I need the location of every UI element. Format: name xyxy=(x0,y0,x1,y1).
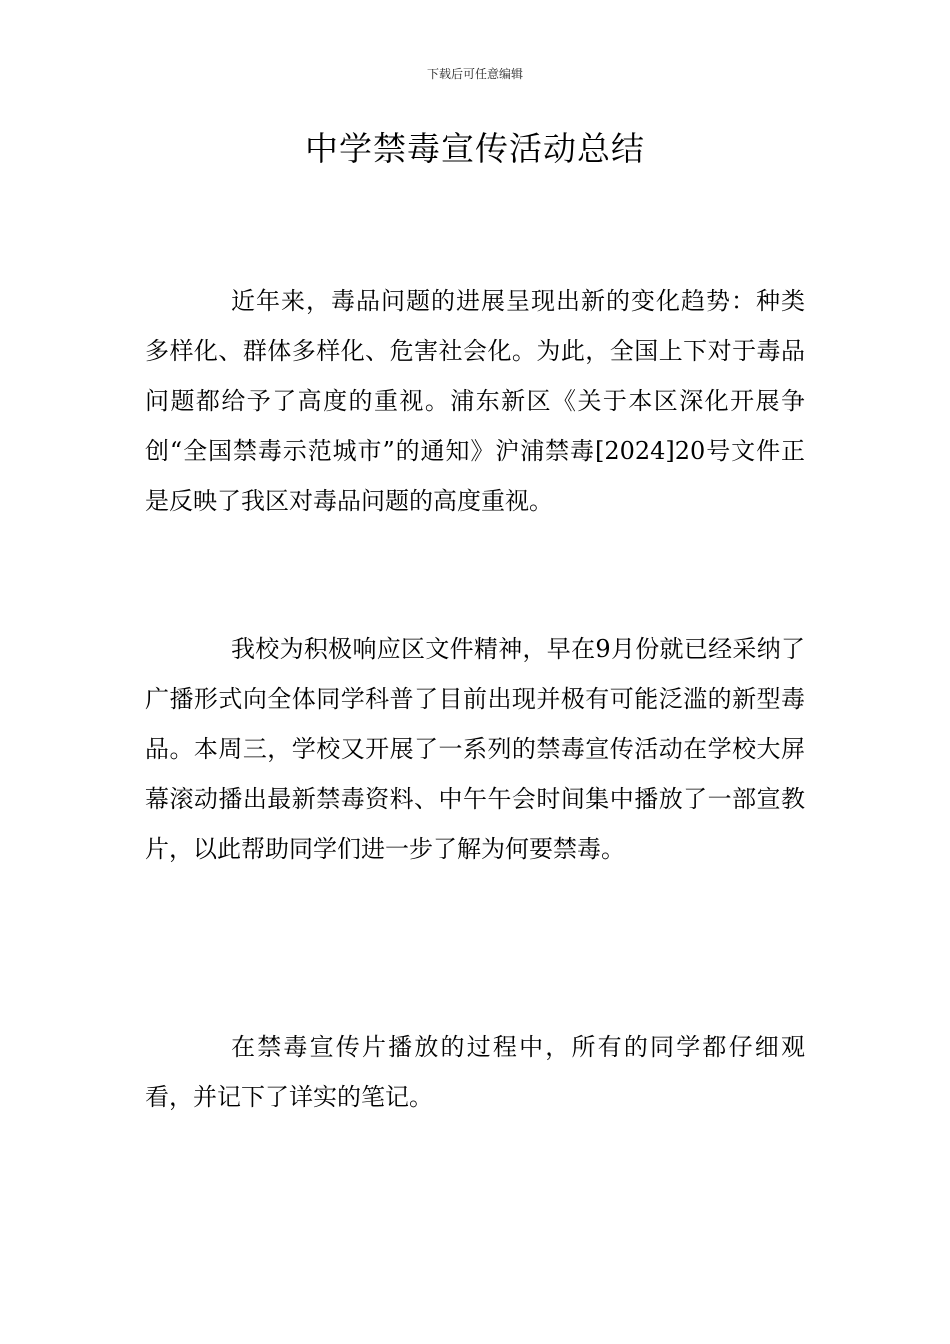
paragraph-1: 近年来，毒品问题的进展呈现出新的变化趋势：种类多样化、群体多样化、危害社会化。为此，全国上下对于毒品问题都给予了高度的重视。浦东新区《关于本区深化开展争创“全国禁毒示范城市”的通知》沪浦禁毒[2024]20号文件正是反映了我区对毒品问题的高度重视。 xyxy=(145,287,805,515)
paragraph-3: 在禁毒宣传片播放的过程中，所有的同学都仔细观看，并记下了详实的笔记。 xyxy=(145,1033,805,1111)
header-note: 下载后可任意编辑 xyxy=(426,67,523,81)
page-title: 中学禁毒宣传活动总结 xyxy=(305,129,645,168)
paragraph-2: 我校为积极响应区文件精神，早在9月份就已经采纳了广播形式向全体同学科普了目前出现并极有可能泛滥的新型毒品。本周三，学校又开展了一系列的禁毒宣传活动在学校大屏幕滚动播出最新禁毒资料、中午午会时间集中播放了一部宣教片，以此帮助同学们进一步了解为何要禁毒。 xyxy=(145,635,805,863)
